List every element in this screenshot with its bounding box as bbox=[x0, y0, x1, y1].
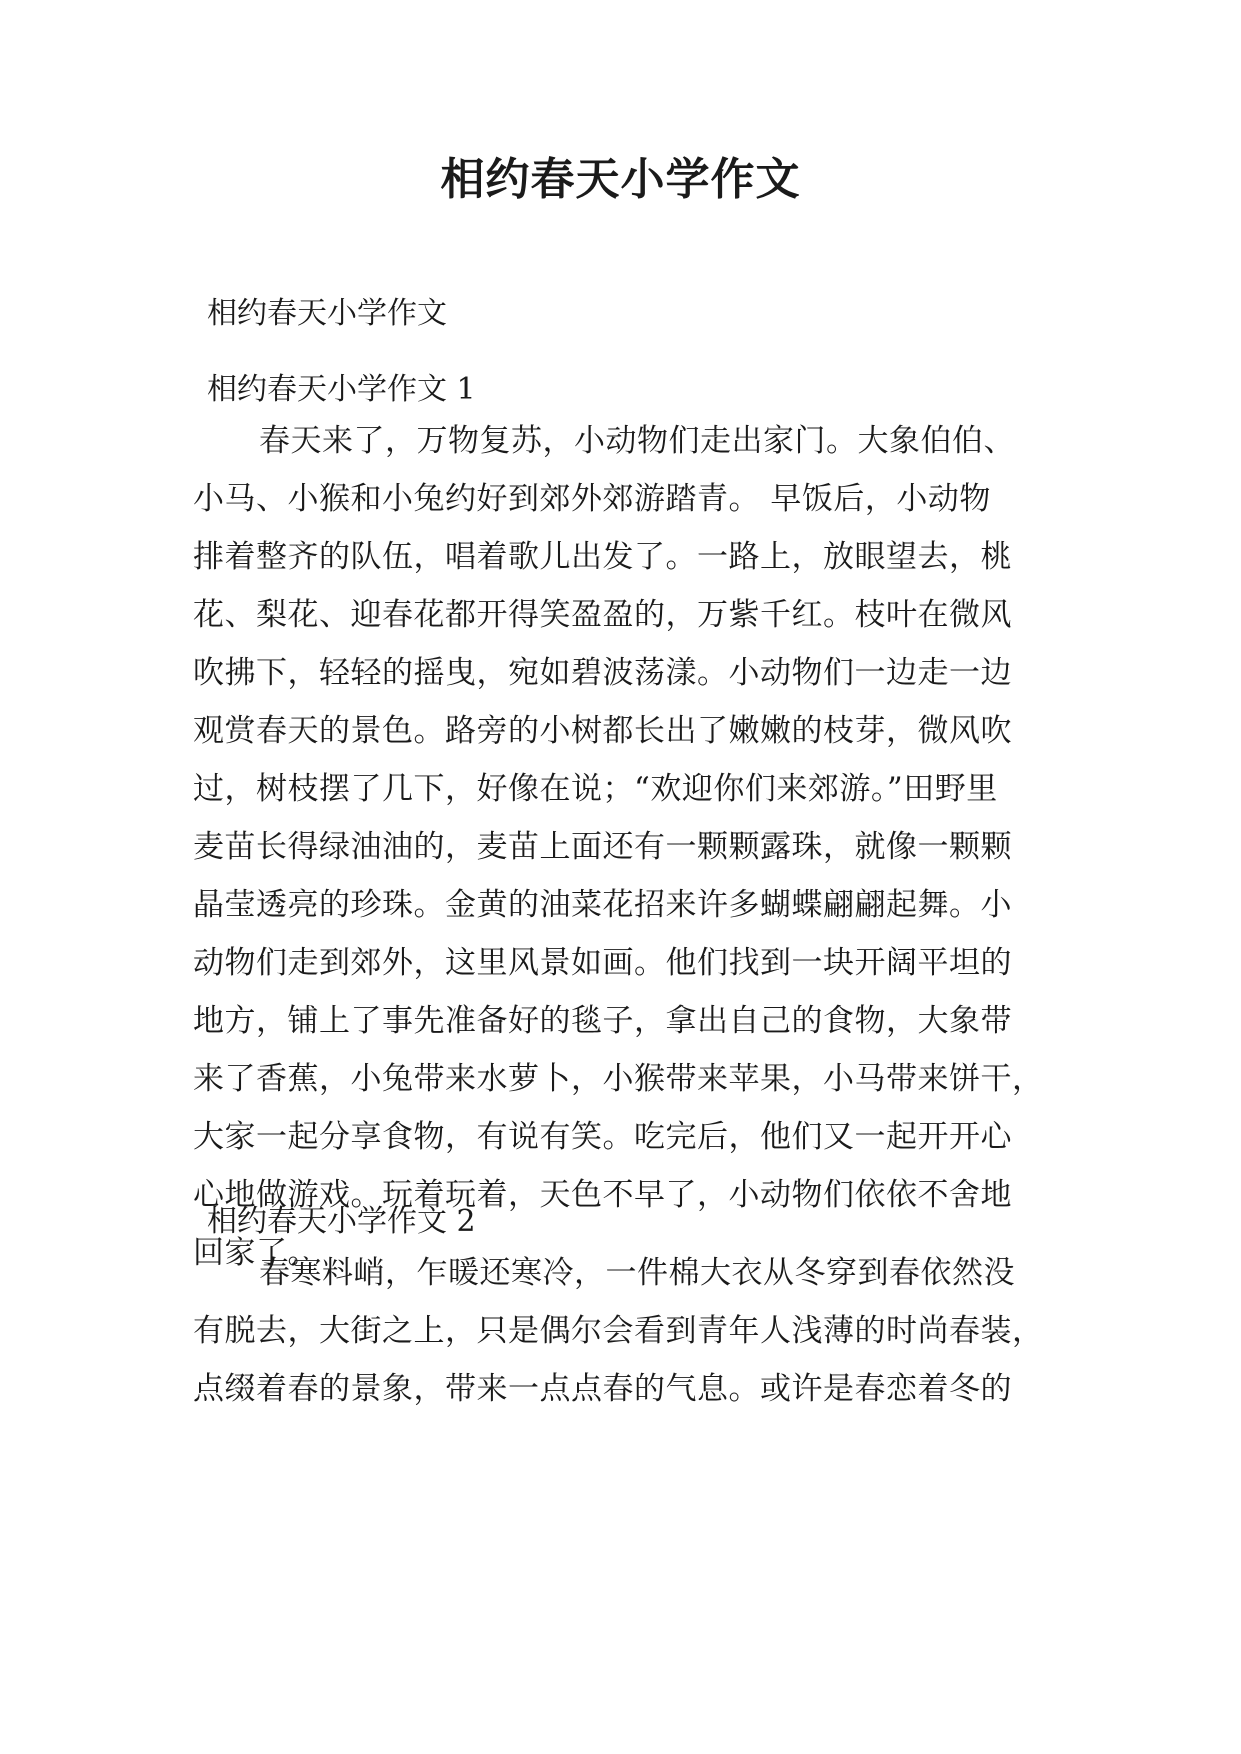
paragraph-line: 晶莹透亮的珍珠。金黄的油菜花招来许多蝴蝶翩翩起舞。小 bbox=[193, 887, 1012, 923]
paragraph-line: 动物们走到郊外，这里风景如画。他们找到一块开阔平坦的 bbox=[193, 945, 1012, 981]
paragraph-line: 花、梨花、迎春花都开得笑盈盈的，万紫千红。枝叶在微风 bbox=[193, 597, 1012, 633]
paragraph-line: 大家一起分享食物，有说有笑。吃完后，他们又一起开开心 bbox=[193, 1119, 1012, 1155]
paragraph-line: 春天来了，万物复苏，小动物们走出家门。大象伯伯、 bbox=[259, 423, 1015, 459]
paragraph-line: 麦苗长得绿油油的，麦苗上面还有一颗颗露珠，就像一颗颗 bbox=[193, 829, 1012, 865]
section-heading-2: 相约春天小学作文 2 bbox=[207, 1204, 476, 1239]
document-title: 相约春天小学作文 bbox=[440, 154, 801, 205]
paragraph-line: 地方，铺上了事先准备好的毯子，拿出自己的食物，大象带 bbox=[193, 1003, 1012, 1039]
section-2-paragraph bbox=[193, 1244, 1053, 1418]
section-heading-1: 相约春天小学作文 1 bbox=[207, 372, 476, 407]
paragraph-line: 来了香蕉，小兔带来水萝卜，小猴带来苹果，小马带来饼干， bbox=[193, 1061, 1044, 1097]
paragraph-line: 吹拂下，轻轻的摇曳，宛如碧波荡漾。小动物们一边走一边 bbox=[193, 655, 1012, 691]
paragraph-line: 有脱去，大街之上，只是偶尔会看到青年人浅薄的时尚春装， bbox=[193, 1313, 1044, 1349]
paragraph-line: 过，树枝摆了几下，好像在说；“欢迎你们来郊游。”田野里 bbox=[193, 771, 998, 807]
section-1-paragraph bbox=[193, 412, 1053, 1282]
document-subtitle: 相约春天小学作文 bbox=[207, 296, 447, 331]
paragraph-line: 春寒料峭，乍暖还寒冷，一件棉大衣从冬穿到春依然没 bbox=[259, 1255, 1015, 1291]
paragraph-line: 点缀着春的景象，带来一点点春的气息。或许是春恋着冬的 bbox=[193, 1371, 1012, 1407]
paragraph-line: 排着整齐的队伍，唱着歌儿出发了。一路上，放眼望去，桃 bbox=[193, 539, 1012, 575]
paragraph-line: 观赏春天的景色。路旁的小树都长出了嫩嫩的枝芽，微风吹 bbox=[193, 713, 1012, 749]
paragraph-line: 心地做游戏。玩着玩着，天色不早了，小动物们依依不舍地 bbox=[193, 1177, 1012, 1213]
paragraph-line: 回家了。 bbox=[193, 1235, 319, 1271]
paragraph-line: 小马、小猴和小兔约好到郊外郊游踏青。 早饭后，小动物 bbox=[193, 481, 991, 517]
